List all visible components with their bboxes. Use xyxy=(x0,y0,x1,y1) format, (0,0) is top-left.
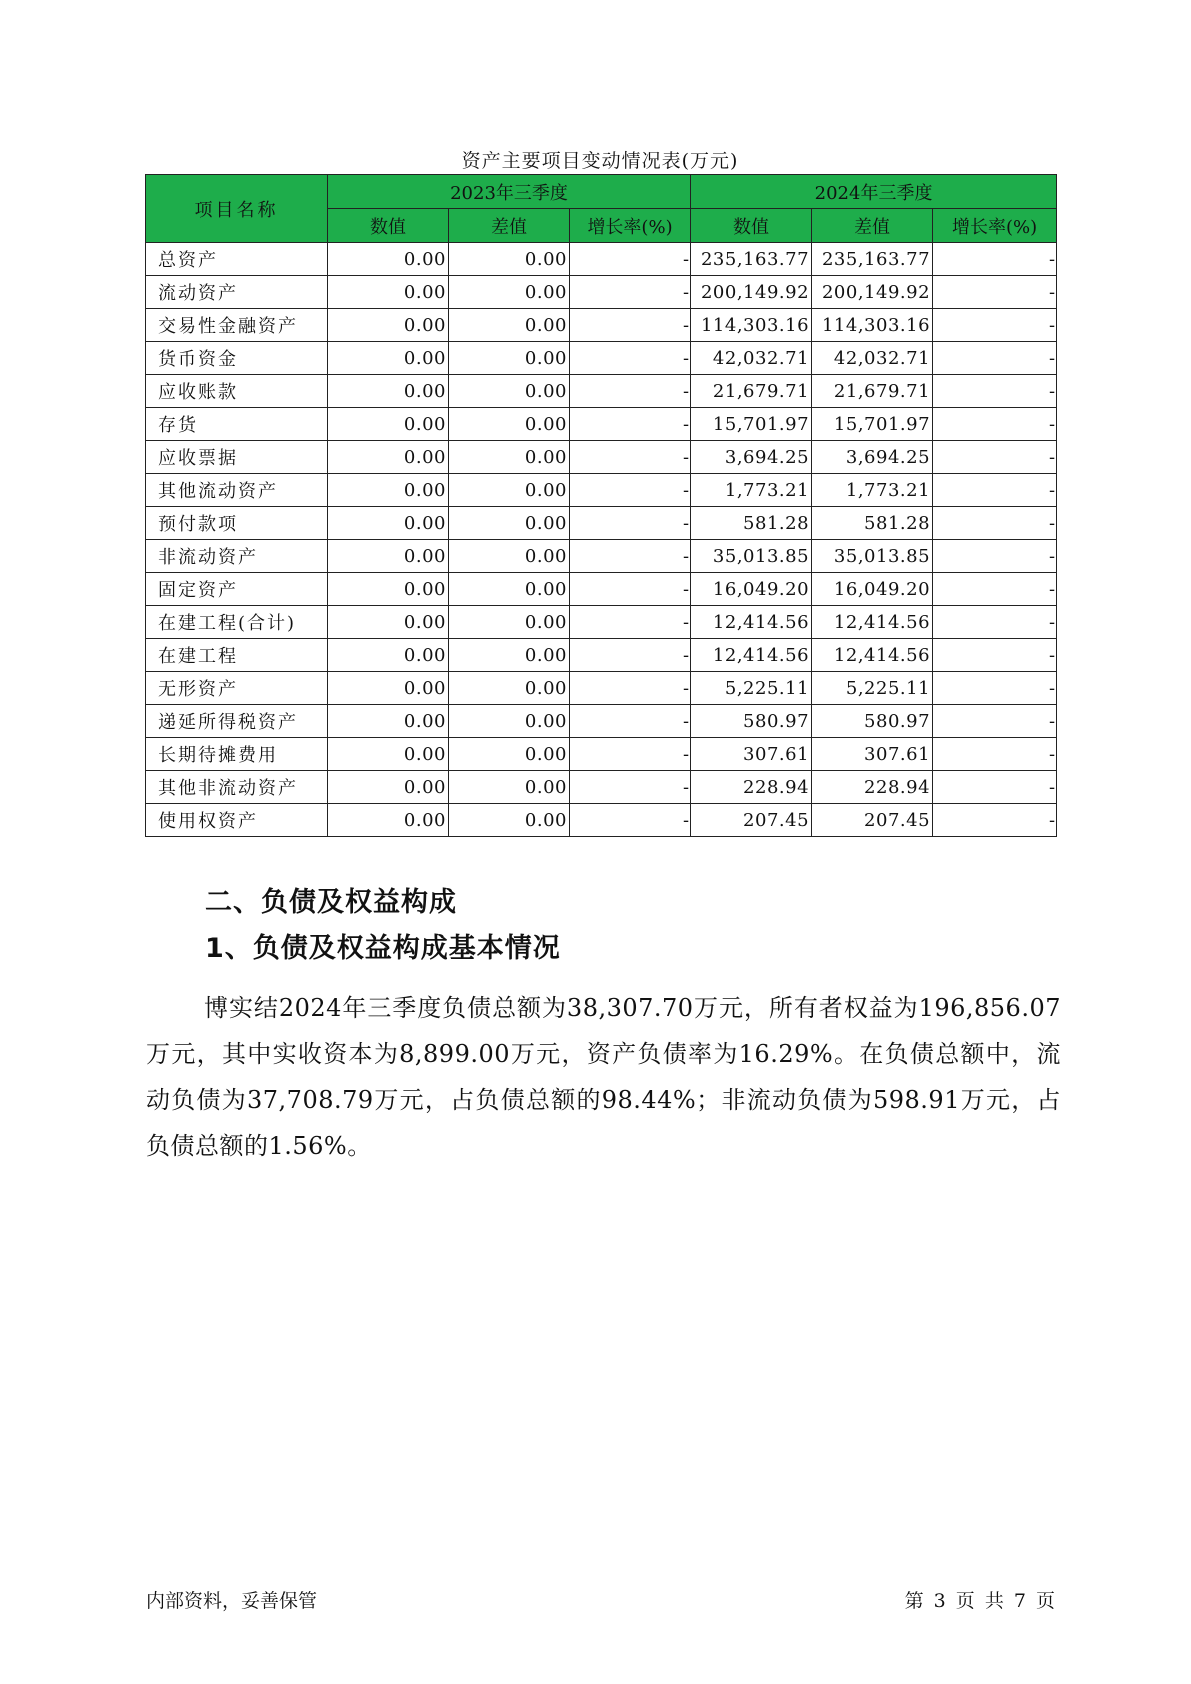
row-growth-2024: - xyxy=(933,639,1057,672)
row-diff-2023: 0.00 xyxy=(449,375,570,408)
row-diff-2024: 12,414.56 xyxy=(812,606,933,639)
row-diff-2024: 580.97 xyxy=(812,705,933,738)
row-diff-2024: 5,225.11 xyxy=(812,672,933,705)
row-value-2023: 0.00 xyxy=(328,441,449,474)
row-value-2023: 0.00 xyxy=(328,408,449,441)
row-growth-2024: - xyxy=(933,441,1057,474)
row-value-2023: 0.00 xyxy=(328,573,449,606)
row-growth-2023: - xyxy=(570,309,691,342)
row-value-2023: 0.00 xyxy=(328,639,449,672)
row-diff-2024: 235,163.77 xyxy=(812,243,933,276)
row-value-2024: 207.45 xyxy=(691,804,812,837)
header-diff-2023: 差值 xyxy=(449,209,570,243)
header-value-2024: 数值 xyxy=(691,209,812,243)
table-row xyxy=(146,672,1057,705)
row-growth-2023: - xyxy=(570,804,691,837)
row-item-name: 存货 xyxy=(146,408,328,441)
row-growth-2023: - xyxy=(570,606,691,639)
row-diff-2023: 0.00 xyxy=(449,804,570,837)
row-growth-2023: - xyxy=(570,276,691,309)
table-row xyxy=(146,573,1057,606)
header-growth-2023: 增长率(%) xyxy=(570,209,691,243)
row-value-2023: 0.00 xyxy=(328,804,449,837)
row-value-2024: 5,225.11 xyxy=(691,672,812,705)
row-value-2024: 581.28 xyxy=(691,507,812,540)
row-growth-2024: - xyxy=(933,474,1057,507)
row-diff-2023: 0.00 xyxy=(449,540,570,573)
row-growth-2024: - xyxy=(933,342,1057,375)
row-diff-2024: 207.45 xyxy=(812,804,933,837)
table-row xyxy=(146,540,1057,573)
row-growth-2024: - xyxy=(933,672,1057,705)
table-row xyxy=(146,804,1057,837)
row-growth-2024: - xyxy=(933,540,1057,573)
row-diff-2024: 21,679.71 xyxy=(812,375,933,408)
row-value-2023: 0.00 xyxy=(328,375,449,408)
row-item-name: 其他非流动资产 xyxy=(146,771,328,804)
row-growth-2024: - xyxy=(933,375,1057,408)
row-growth-2023: - xyxy=(570,639,691,672)
row-diff-2023: 0.00 xyxy=(449,342,570,375)
row-diff-2023: 0.00 xyxy=(449,408,570,441)
row-diff-2023: 0.00 xyxy=(449,474,570,507)
table-row xyxy=(146,738,1057,771)
row-value-2023: 0.00 xyxy=(328,342,449,375)
row-growth-2024: - xyxy=(933,309,1057,342)
row-value-2023: 0.00 xyxy=(328,243,449,276)
row-diff-2023: 0.00 xyxy=(449,243,570,276)
footer-page-number: 第 3 页 共 7 页 xyxy=(904,1590,1055,1612)
row-diff-2023: 0.00 xyxy=(449,606,570,639)
row-value-2024: 580.97 xyxy=(691,705,812,738)
row-diff-2024: 3,694.25 xyxy=(812,441,933,474)
row-diff-2024: 581.28 xyxy=(812,507,933,540)
row-value-2023: 0.00 xyxy=(328,276,449,309)
row-growth-2023: - xyxy=(570,243,691,276)
row-diff-2023: 0.00 xyxy=(449,639,570,672)
row-growth-2023: - xyxy=(570,408,691,441)
row-item-name: 使用权资产 xyxy=(146,804,328,837)
row-value-2024: 35,013.85 xyxy=(691,540,812,573)
table-row xyxy=(146,705,1057,738)
row-diff-2024: 114,303.16 xyxy=(812,309,933,342)
row-growth-2024: - xyxy=(933,573,1057,606)
asset-change-table xyxy=(145,174,1057,837)
table-row xyxy=(146,474,1057,507)
table-row xyxy=(146,408,1057,441)
summary-paragraph: 博实结2024年三季度负债总额为38,307.70万元，所有者权益为196,856.07万元，其中实收资本为8,899.00万元，资产负债率为16.29%。在负债总额中，流动负债为37,708.79万元，占负债总额的98.44%；非流动负债为598.91万元，占负债总额的1.56%。 xyxy=(146,994,1061,1160)
row-diff-2024: 228.94 xyxy=(812,771,933,804)
row-diff-2024: 200,149.92 xyxy=(812,276,933,309)
row-growth-2023: - xyxy=(570,705,691,738)
header-period-2024: 2024年三季度 xyxy=(691,175,1057,209)
table-caption: 资产主要项目变动情况表(万元) xyxy=(461,150,739,172)
row-diff-2024: 15,701.97 xyxy=(812,408,933,441)
row-item-name: 非流动资产 xyxy=(146,540,328,573)
header-item-name: 项目名称 xyxy=(146,175,328,243)
row-value-2024: 21,679.71 xyxy=(691,375,812,408)
row-value-2024: 307.61 xyxy=(691,738,812,771)
section-subheading: 1、负债及权益构成基本情况 xyxy=(205,933,561,964)
row-value-2023: 0.00 xyxy=(328,309,449,342)
row-growth-2023: - xyxy=(570,507,691,540)
row-growth-2023: - xyxy=(570,540,691,573)
row-item-name: 交易性金融资产 xyxy=(146,309,328,342)
row-diff-2024: 42,032.71 xyxy=(812,342,933,375)
row-diff-2024: 16,049.20 xyxy=(812,573,933,606)
row-diff-2023: 0.00 xyxy=(449,441,570,474)
table-row xyxy=(146,243,1057,276)
row-item-name: 总资产 xyxy=(146,243,328,276)
row-diff-2024: 307.61 xyxy=(812,738,933,771)
table-row xyxy=(146,342,1057,375)
header-diff-2024: 差值 xyxy=(812,209,933,243)
row-value-2024: 12,414.56 xyxy=(691,639,812,672)
row-diff-2023: 0.00 xyxy=(449,705,570,738)
row-value-2024: 12,414.56 xyxy=(691,606,812,639)
row-value-2024: 114,303.16 xyxy=(691,309,812,342)
row-value-2023: 0.00 xyxy=(328,540,449,573)
header-period-2023: 2023年三季度 xyxy=(328,175,691,209)
row-growth-2024: - xyxy=(933,705,1057,738)
row-item-name: 其他流动资产 xyxy=(146,474,328,507)
row-diff-2024: 1,773.21 xyxy=(812,474,933,507)
row-value-2024: 235,163.77 xyxy=(691,243,812,276)
row-item-name: 在建工程(合计) xyxy=(146,606,328,639)
row-growth-2024: - xyxy=(933,804,1057,837)
row-diff-2024: 35,013.85 xyxy=(812,540,933,573)
row-diff-2023: 0.00 xyxy=(449,771,570,804)
table-row xyxy=(146,606,1057,639)
row-diff-2024: 12,414.56 xyxy=(812,639,933,672)
row-item-name: 预付款项 xyxy=(146,507,328,540)
row-value-2024: 15,701.97 xyxy=(691,408,812,441)
row-growth-2023: - xyxy=(570,441,691,474)
row-item-name: 流动资产 xyxy=(146,276,328,309)
row-growth-2024: - xyxy=(933,771,1057,804)
row-item-name: 应收账款 xyxy=(146,375,328,408)
row-value-2024: 228.94 xyxy=(691,771,812,804)
row-growth-2024: - xyxy=(933,507,1057,540)
row-growth-2023: - xyxy=(570,573,691,606)
row-growth-2024: - xyxy=(933,606,1057,639)
row-value-2024: 16,049.20 xyxy=(691,573,812,606)
table-row xyxy=(146,639,1057,672)
row-value-2023: 0.00 xyxy=(328,507,449,540)
row-diff-2023: 0.00 xyxy=(449,672,570,705)
row-growth-2024: - xyxy=(933,276,1057,309)
row-growth-2023: - xyxy=(570,771,691,804)
table-row xyxy=(146,441,1057,474)
row-value-2023: 0.00 xyxy=(328,606,449,639)
row-value-2024: 1,773.21 xyxy=(691,474,812,507)
table-row xyxy=(146,309,1057,342)
row-item-name: 应收票据 xyxy=(146,441,328,474)
row-diff-2023: 0.00 xyxy=(449,276,570,309)
row-value-2024: 200,149.92 xyxy=(691,276,812,309)
row-growth-2023: - xyxy=(570,672,691,705)
row-item-name: 长期待摊费用 xyxy=(146,738,328,771)
row-value-2023: 0.00 xyxy=(328,672,449,705)
row-value-2023: 0.00 xyxy=(328,474,449,507)
footer-confidential-note: 内部资料，妥善保管 xyxy=(146,1590,318,1612)
row-item-name: 递延所得税资产 xyxy=(146,705,328,738)
row-growth-2023: - xyxy=(570,474,691,507)
table-body xyxy=(146,243,1057,837)
row-value-2023: 0.00 xyxy=(328,738,449,771)
row-item-name: 在建工程 xyxy=(146,639,328,672)
header-value-2023: 数值 xyxy=(328,209,449,243)
row-growth-2024: - xyxy=(933,738,1057,771)
row-item-name: 货币资金 xyxy=(146,342,328,375)
row-growth-2023: - xyxy=(570,342,691,375)
row-diff-2023: 0.00 xyxy=(449,738,570,771)
row-growth-2023: - xyxy=(570,375,691,408)
table-row xyxy=(146,375,1057,408)
row-diff-2023: 0.00 xyxy=(449,309,570,342)
row-growth-2024: - xyxy=(933,243,1057,276)
table-row xyxy=(146,276,1057,309)
row-value-2023: 0.00 xyxy=(328,771,449,804)
row-diff-2023: 0.00 xyxy=(449,507,570,540)
row-item-name: 无形资产 xyxy=(146,672,328,705)
header-growth-2024: 增长率(%) xyxy=(933,209,1057,243)
row-item-name: 固定资产 xyxy=(146,573,328,606)
row-value-2024: 42,032.71 xyxy=(691,342,812,375)
row-growth-2023: - xyxy=(570,738,691,771)
row-growth-2024: - xyxy=(933,408,1057,441)
row-diff-2023: 0.00 xyxy=(449,573,570,606)
row-value-2023: 0.00 xyxy=(328,705,449,738)
table-row xyxy=(146,507,1057,540)
section-heading: 二、负债及权益构成 xyxy=(205,887,457,918)
table-row xyxy=(146,771,1057,804)
row-value-2024: 3,694.25 xyxy=(691,441,812,474)
